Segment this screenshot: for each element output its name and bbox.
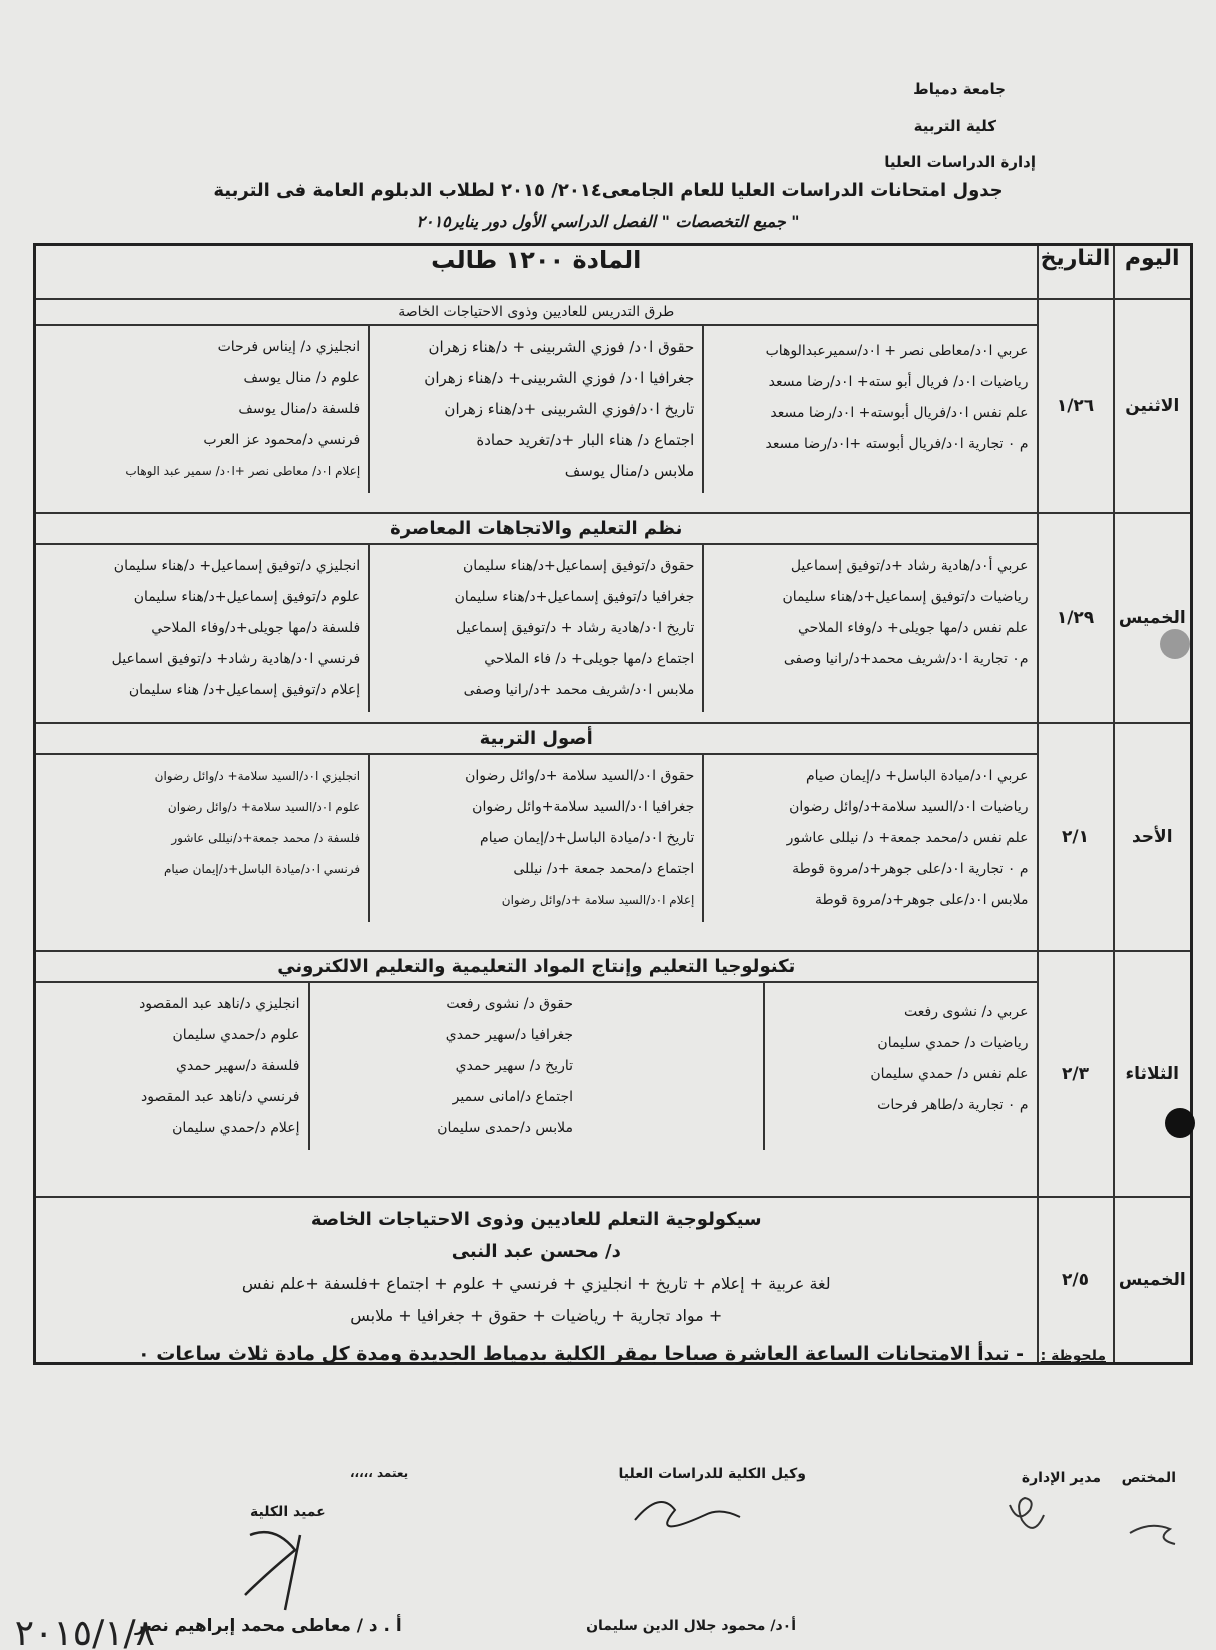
header-day: اليوم [1114, 245, 1192, 300]
header-subject: المادة ١٢٠٠ طالب [35, 245, 1038, 300]
header-date: التاريخ [1038, 245, 1114, 300]
list-item: علم نفس د/محمد جمعة+ د/ نيللى عاشور [786, 830, 1029, 846]
list-item: فرنسي د/محمود عز العرب [203, 432, 361, 448]
row-date: ١/٢٩ [1038, 513, 1114, 723]
department-name: إدارة الدراسات العليا [884, 153, 1036, 171]
list-item: انجليزي د/ إيناس فرحات [217, 339, 361, 355]
row-date: ٢/٣ [1038, 951, 1114, 1197]
dean-name: أ . د / معاطى محمد إبراهيم نصر [135, 1616, 402, 1636]
list-item: علم نفس د/مها جويلى+ د/وفاء الملاحي [797, 620, 1029, 636]
admin-director-title: مدير الإدارة [1021, 1470, 1101, 1486]
list-item: إعلام ا٠د/السيد سلامة +د/وائل رضوان [501, 893, 695, 907]
row-day: الخميس [1114, 1197, 1192, 1363]
row-day: الاثنين [1114, 299, 1192, 513]
list-item: عربي ا٠د/معاطى نصر + ا٠د/سميرعبدالوهاب [765, 343, 1029, 359]
row-day: الثلاثاء [1114, 951, 1192, 1197]
list-item: م ٠ تجارية د/طاهر فرحات [877, 1097, 1029, 1113]
specialist-title: المختص [1121, 1470, 1176, 1486]
list-item: جغرافيا ا٠د/السيد سلامة+وائل رضوان [472, 799, 695, 815]
list-item: إعلام د/حمدي سليمان [172, 1120, 300, 1136]
list-item: تاريخ ا٠د/ميادة الباسل+د/إيمان صيام [480, 830, 695, 846]
list-item: فرنسي د/ناهد عبد المقصود [140, 1089, 300, 1105]
list-item: انجليزي ا٠د/السيد سلامة+ د/وائل رضوان [154, 769, 361, 783]
row-date: ٢/٥ [1038, 1197, 1114, 1363]
list-item: فرنسي ا٠د/ميادة الباسل+د/إيمان صيام [163, 862, 361, 876]
signature-scribble [245, 1532, 300, 1610]
handwritten-date: ٢٠١٥/١/٨ [14, 1613, 155, 1650]
signature-scribble [1130, 1526, 1175, 1544]
list-item: اجتماع د/امانى سمير [452, 1089, 573, 1105]
signature-scribble [1010, 1498, 1044, 1528]
vice-dean-title: وكيل الكلية للدراسات العليا [618, 1466, 806, 1482]
list-item: جغرافيا ا٠د/ فوزي الشربينى+ د/هناء زهران [424, 369, 695, 387]
list-item: عربي أ٠د/هادية رشاد +د/توفيق إسماعيل [790, 558, 1029, 574]
list-item: تاريخ ا٠د/فوزي الشربينى +د/هناء زهران [444, 400, 695, 418]
list-item: حقوق د/توفيق إسماعيل+د/هناء سليمان [462, 558, 695, 574]
subject-title: أصول التربية [36, 724, 1037, 755]
list-item: م٠ تجارية ا٠د/شريف محمد+د/رانيا وصفى [783, 651, 1029, 667]
list-item: جغرافيا د/توفيق إسماعيل+د/هناء سليمان [454, 589, 695, 605]
list-item: اجتماع د/ هناء البار +د/تغريد حمادة [476, 431, 695, 449]
list-item: ملابس ا٠د/شريف محمد +د/رانيا وصفى [463, 682, 695, 698]
list-item: انجليزي د/توفيق إسماعيل+ د/هناء سليمان [113, 558, 361, 574]
list-item: اجتماع د/محمد جمعة +د/ نيللى [513, 861, 695, 877]
list-item: حقوق ا٠د/السيد سلامة +د/وائل رضوان [465, 768, 695, 784]
dean-title: عميد الكلية [250, 1504, 326, 1520]
row-date: ٢/١ [1038, 723, 1114, 951]
subject-title: نظم التعليم والاتجاهات المعاصرة [36, 514, 1037, 545]
list-item: م ٠ تجارية ا٠د/فريال أبوسته +ا٠د/رضا مسعد [765, 436, 1029, 452]
list-item: فلسفة د/مها جويلى+د/وفاء الملاحي [151, 620, 361, 636]
subject-title: سيكولوجية التعلم للعاديين وذوى الاحتياجات الخاصة [310, 1209, 762, 1230]
specializations-line: لغة عربية + إعلام + تاريخ + انجليزي + فرنسي + علوم + اجتماع +فلسفة +علم نفس [241, 1274, 831, 1293]
list-item: علم نفس د/ حمدي سليمان [870, 1066, 1029, 1082]
list-item: ملابس ا٠د/على جوهر+د/مروة قوطة [814, 892, 1029, 908]
list-item: علوم ا٠د/السيد سلامة+ د/وائل رضوان [167, 800, 361, 814]
list-item: رياضيات د/ حمدي سليمان [877, 1035, 1029, 1051]
page-title: جدول امتحانات الدراسات العليا للعام الجامعى٢٠١٤/ ٢٠١٥ لطلاب الدبلوم العامة فى التربية [213, 180, 1003, 201]
list-item: فلسفة د/منال يوسف [238, 401, 361, 417]
list-item: علم نفس ا٠د/فريال أبوسته+ ا٠د/رضا مسعد [770, 405, 1029, 421]
list-item: رياضيات د/توفيق إسماعيل+د/هناء سليمان [782, 589, 1029, 605]
list-item: م ٠ تجارية ا٠د/على جوهر+د/مروة قوطة [792, 861, 1029, 877]
vice-dean-name: أ٠د/ محمود جلال الدين سليمان [586, 1618, 796, 1634]
list-item: تاريخ ا٠د/هادية رشاد + د/توفيق إسماعيل [456, 620, 695, 636]
list-item: ملابس د/منال يوسف [564, 462, 695, 480]
specializations-line: + مواد تجارية + رياضيات + حقوق + جغرافيا + ملابس [350, 1306, 723, 1325]
university-name: جامعة دمياط [913, 80, 1006, 98]
list-item: حقوق د/ نشوى رفعت [446, 996, 573, 1012]
row-day: الأحد [1114, 723, 1192, 951]
instructor-name: د/ محسن عبد النبى [451, 1241, 621, 1262]
list-item: علوم د/حمدي سليمان [172, 1027, 300, 1043]
list-item: ملابس د/حمدى سليمان [437, 1120, 573, 1136]
row-day: الخميس [1114, 513, 1192, 723]
page-subtitle: " جميع التخصصات " الفصل الدراسي الأول دور يناير٢٠١٥ [416, 212, 800, 231]
list-item: رياضيات ا٠د/ فريال أبو سته+ ا٠د/رضا مسعد [768, 374, 1029, 390]
list-item: عربي د/ نشوى رفعت [904, 1004, 1029, 1020]
list-item: فلسفة د/ محمد جمعة+د/نيللى عاشور [171, 831, 361, 845]
subject-title: طرق التدريس للعاديين وذوى الاحتياجات الخاصة [36, 300, 1037, 326]
list-item: عربي ا٠د/ميادة الباسل+ د/إيمان صيام [805, 768, 1029, 784]
note-text: - تبدأ الامتحانات الساعة العاشرة صباحا بمقر الكلية بدمياط الجديدة ومدة كل مادة ثلاث ساعات ٠ [138, 1343, 1024, 1365]
list-item: حقوق ا٠د/ فوزي الشربينى + د/هناء زهران [428, 338, 695, 356]
list-item: جغرافيا د/سهير حمدي [445, 1027, 573, 1043]
list-item: فرنسي ا٠د/هادية رشاد+ د/توفيق اسماعيل [111, 651, 361, 667]
subject-title: تكنولوجيا التعليم وإنتاج المواد التعليمية والتعليم الالكتروني [36, 952, 1037, 983]
signature-scribble [635, 1502, 740, 1526]
list-item: تاريخ د/ سهير حمدي [455, 1058, 573, 1074]
note-label: ملحوظة : [1040, 1348, 1106, 1364]
list-item: علوم د/ منال يوسف [243, 370, 361, 386]
list-item: رياضيات ا٠د/السيد سلامة+د/وائل رضوان [789, 799, 1029, 815]
faculty-name: كلية التربية [913, 117, 996, 135]
approved-label: يعتمد ،،،،، [350, 1466, 409, 1480]
row-date: ١/٢٦ [1038, 299, 1114, 513]
list-item: فلسفة د/سهير حمدي [176, 1058, 300, 1074]
list-item: اجتماع د/مها جويلى+ د/ فاء الملاحي [484, 651, 695, 667]
list-item: علوم د/توفيق إسماعيل+د/هناء سليمان [133, 589, 361, 605]
list-item: انجليزي د/ناهد عبد المقصود [139, 996, 300, 1012]
list-item: إعلام ا٠د/ معاطى نصر +ا٠د/ سمير عبد الوهاب [125, 464, 361, 478]
list-item: إعلام د/توفيق إسماعيل+د/ هناء سليمان [128, 682, 361, 698]
